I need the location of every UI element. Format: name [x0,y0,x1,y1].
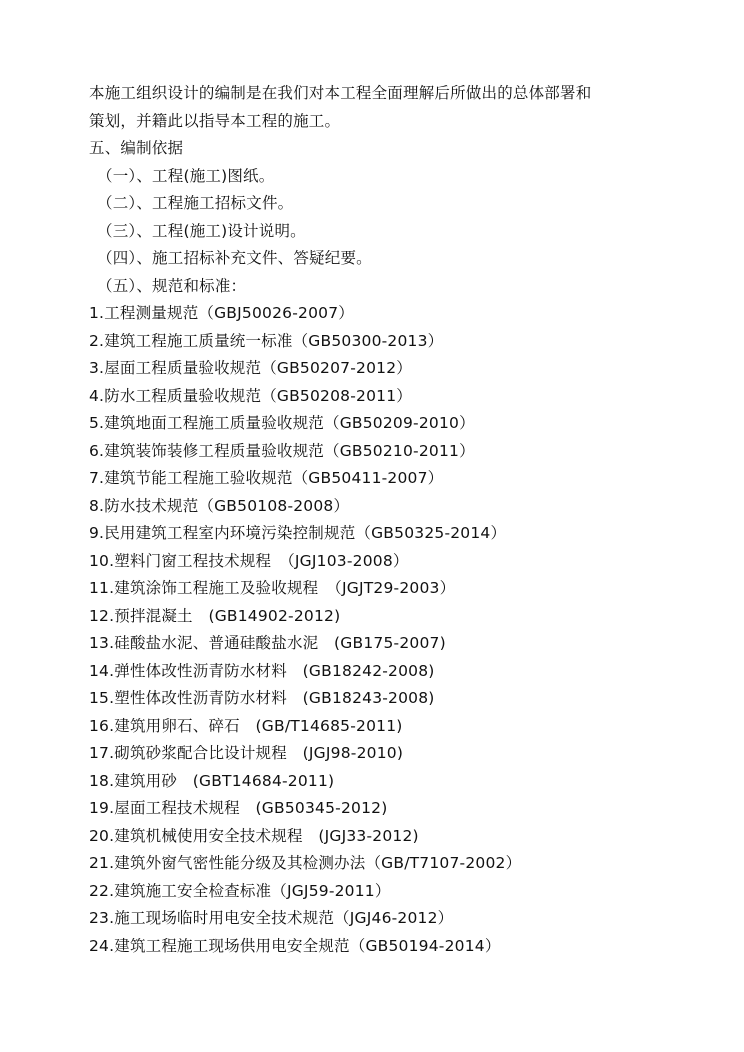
standard-item: 4.防水工程质量验收规范（GB50208-2011） [89,386,412,405]
standard-item: 13.硅酸盐水泥、普通硅酸盐水泥 (GB175-2007) [89,634,446,652]
document-page [89,80,689,960]
standard-item: 1.工程测量规范（GBJ50026-2007） [89,304,354,322]
standard-item: 11.建筑涂饰工程施工及验收规程 （JGJT29-2003） [89,579,456,597]
standard-item: 22.建筑施工安全检查标准（JGJ59-2011） [89,881,391,900]
intro-line-1: 本施工组织设计的编制是在我们对本工程全面理解后所做出的总体部署和 [89,84,592,102]
standard-item: 14.弹性体改性沥青防水材料 (GB18242-2008) [89,661,435,680]
standard-item: 17.砌筑砂浆配合比设计规程 (JGJ98-2010) [89,744,404,762]
standard-item: 21.建筑外窗气密性能分级及其检测办法（GB/T7107-2002） [89,854,522,872]
standard-item: 15.塑性体改性沥青防水材料 (GB18243-2008) [89,689,435,707]
standard-item: 19.屋面工程技术规程 (GB50345-2012) [89,799,388,817]
section-heading: 五、编制依据 [89,139,184,157]
standard-item: 6.建筑装饰装修工程质量验收规范（GB50210-2011） [89,441,475,460]
standard-item: 20.建筑机械使用安全技术规程 (JGJ33-2012) [89,826,419,845]
basis-item: （二）、工程施工招标文件。 [97,194,294,212]
basis-item: （五）、规范和标准： [97,276,247,295]
standard-item: 10.塑料门窗工程技术规程 （JGJ103-2008） [89,551,409,570]
standard-item: 16.建筑用卵石、碎石 (GB/T14685-2011) [89,716,403,735]
standard-item: 3.屋面工程质量验收规范（GB50207-2012） [89,359,412,377]
standard-item: 24.建筑工程施工现场供用电安全规范（GB50194-2014） [89,936,501,955]
standard-item: 12.预拌混凝土 (GB14902-2012) [89,606,341,625]
standard-item: 2.建筑工程施工质量统一标准（GB50300-2013） [89,331,444,350]
standard-item: 9.民用建筑工程室内环境污染控制规范（GB50325-2014） [89,524,507,542]
standard-item: 7.建筑节能工程施工验收规范（GB50411-2007） [89,469,444,487]
basis-item: （四）、施工招标补充文件、答疑纪要。 [97,249,372,267]
standard-item: 8.防水技术规范（GB50108-2008） [89,496,350,515]
standard-item: 23.施工现场临时用电安全技术规范（JGJ46-2012） [89,909,454,927]
basis-item: （三）、工程(施工)设计说明。 [97,221,306,240]
standard-item: 5.建筑地面工程施工质量验收规范（GB50209-2010） [89,414,475,432]
basis-item: （一）、工程(施工)图纸。 [97,166,275,185]
standard-item: 18.建筑用砂 (GBT14684-2011) [89,771,335,790]
intro-line-2: 策划，并籍此以指导本工程的施工。 [89,111,341,130]
